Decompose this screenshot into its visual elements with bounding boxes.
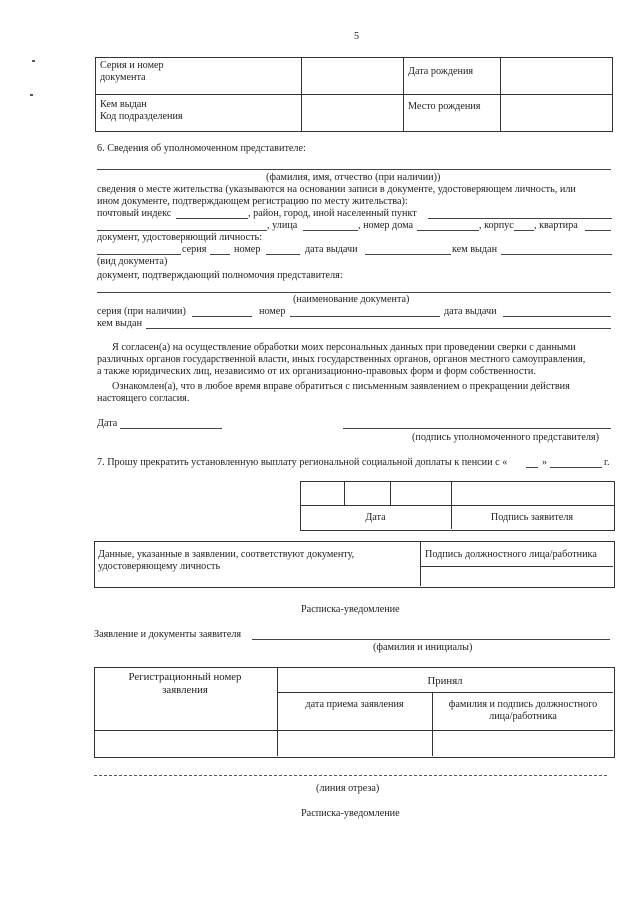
- box-divider: [300, 505, 614, 506]
- official-name-label: фамилия и подпись должностного лица/работника: [448, 699, 598, 722]
- issued-by2-input[interactable]: [146, 328, 611, 329]
- birth-place-value[interactable]: [501, 95, 613, 132]
- nomer-input[interactable]: [266, 254, 300, 255]
- fio-line[interactable]: [97, 169, 611, 170]
- issued-by-input[interactable]: [501, 254, 612, 255]
- scan-speck: [32, 60, 35, 62]
- scan-speck: [30, 94, 33, 96]
- issued-by2-label: кем выдан: [97, 318, 143, 329]
- date-input[interactable]: [120, 428, 222, 429]
- house-label: , номер дома: [358, 220, 414, 231]
- postal-label: почтовый индекс: [97, 208, 172, 219]
- residence-text-2: ином документе, подтверждающем регистрацию по месту жительства):: [97, 196, 408, 207]
- issue-date-label: дата выдачи: [305, 244, 358, 255]
- issued-value[interactable]: [302, 95, 404, 132]
- korpus-label: , корпус: [479, 220, 514, 231]
- official-name-cell[interactable]: [433, 731, 613, 756]
- document-table: [95, 57, 613, 132]
- consent-text-1: Я согласен(а) на осуществление обработки моих персональных данных при проведении сверки с данными: [112, 342, 576, 353]
- issued-by-label: кем выдан: [452, 244, 498, 255]
- accept-date-label: дата приема заявления: [305, 699, 404, 710]
- seriya-label: серия: [182, 244, 207, 255]
- series-value[interactable]: [302, 58, 404, 95]
- nomer2-label: номер: [259, 306, 286, 317]
- authority-doc-input[interactable]: [97, 292, 611, 293]
- rep-sign-caption: (подпись уполномоченного представителя): [412, 432, 600, 443]
- settlement-input[interactable]: [428, 218, 612, 219]
- issue-date2-input[interactable]: [503, 316, 611, 317]
- street-input[interactable]: [303, 230, 358, 231]
- applicant-sign-caption: Подпись заявителя: [490, 512, 574, 523]
- korpus-input[interactable]: [514, 230, 534, 231]
- id-doc-label: документ, удостоверяющий личность:: [97, 232, 263, 243]
- settlement-label: , район, город, иной населенный пункт: [248, 208, 417, 219]
- date-caption: Дата: [365, 512, 386, 523]
- accept-date-cell[interactable]: [278, 731, 432, 756]
- receipt-row-divider: [277, 692, 613, 693]
- section6-heading: 6. Сведения об уполномоченном представителе:: [97, 143, 306, 154]
- reg-number-label: Регистрационный номер заявления: [128, 671, 242, 696]
- birth-place-label: Место рождения: [404, 95, 501, 132]
- house-input[interactable]: [417, 230, 479, 231]
- cut-line: [94, 775, 607, 776]
- kvartira-label: , квартира: [534, 220, 578, 231]
- official-sign-label: Подпись должностного лица/работника: [425, 549, 597, 560]
- birth-date-value[interactable]: [501, 58, 613, 95]
- date-label: Дата: [97, 418, 118, 429]
- issued-label: Кем выдан Код подразделения: [96, 95, 302, 132]
- receipt-fio-input[interactable]: [252, 639, 610, 640]
- seriya-input[interactable]: [210, 254, 230, 255]
- fio-caption: (фамилия, имя, отчество (при наличии)): [266, 172, 441, 183]
- rep-sign-input[interactable]: [343, 428, 611, 429]
- year-cell[interactable]: [391, 482, 451, 505]
- quote-close: »: [542, 457, 548, 468]
- month-input[interactable]: [550, 467, 602, 468]
- receipt2-title: Расписка-уведомление: [301, 808, 400, 819]
- section7-text: 7. Прошу прекратить установленную выплату региональной социальной доплаты к пенсии с «: [97, 457, 508, 468]
- nomer2-input[interactable]: [290, 316, 440, 317]
- postal-input[interactable]: [176, 218, 248, 219]
- verification-text: Данные, указанные в заявлении, соответствуют документу, удостоверяющему личность: [98, 549, 355, 572]
- doc-type-caption: (вид документа): [97, 256, 168, 267]
- issue-date-input[interactable]: [365, 254, 451, 255]
- receipt-docs-label: Заявление и документы заявителя: [94, 629, 242, 640]
- series-label: Серия и номер документа: [96, 58, 302, 95]
- doc-type-input[interactable]: [97, 254, 181, 255]
- applicant-sign-cell[interactable]: [452, 482, 613, 505]
- consent-text-2: различных органов государственной власти, иных государственных органов, органов местного самоуправления,: [97, 354, 586, 365]
- street-label: , улица: [267, 220, 298, 231]
- month-cell[interactable]: [345, 482, 390, 505]
- year-suffix: г.: [604, 457, 610, 468]
- day-input[interactable]: [526, 467, 538, 468]
- accepted-label: Принял: [427, 675, 463, 687]
- receipt-fio-caption: (фамилия и инициалы): [373, 642, 473, 653]
- familiar-text-2: настоящего согласия.: [97, 393, 190, 404]
- page-number: 5: [354, 31, 360, 42]
- seriya-pn-input[interactable]: [192, 316, 252, 317]
- nomer-label: номер: [234, 244, 261, 255]
- reg-number-cell[interactable]: [95, 731, 277, 756]
- address-line-input[interactable]: [97, 230, 267, 231]
- issue-date2-label: дата выдачи: [444, 306, 497, 317]
- receipt-title: Расписка-уведомление: [301, 604, 400, 615]
- kvartira-input[interactable]: [585, 230, 611, 231]
- cut-line-caption: (линия отреза): [316, 783, 380, 794]
- familiar-text-1: Ознакомлен(а), что в любое время вправе обратиться с письменным заявлением о прекращении действия: [112, 381, 570, 392]
- authority-doc-label: документ, подтверждающий полномочия представителя:: [97, 270, 343, 281]
- birth-date-label: Дата рождения: [404, 58, 501, 95]
- official-sign-cell[interactable]: [421, 567, 613, 586]
- doc-name-caption: (наименование документа): [293, 294, 410, 305]
- day-cell[interactable]: [301, 482, 344, 505]
- consent-text-3: а также юридических лиц, независимо от их организационно-правовых форм и форм собственности.: [97, 366, 536, 377]
- residence-text-1: сведения о месте жительства (указываются на основании записи в документе, удостоверяющем личность, или: [97, 184, 576, 195]
- seriya-pn-label: серия (при наличии): [97, 306, 186, 317]
